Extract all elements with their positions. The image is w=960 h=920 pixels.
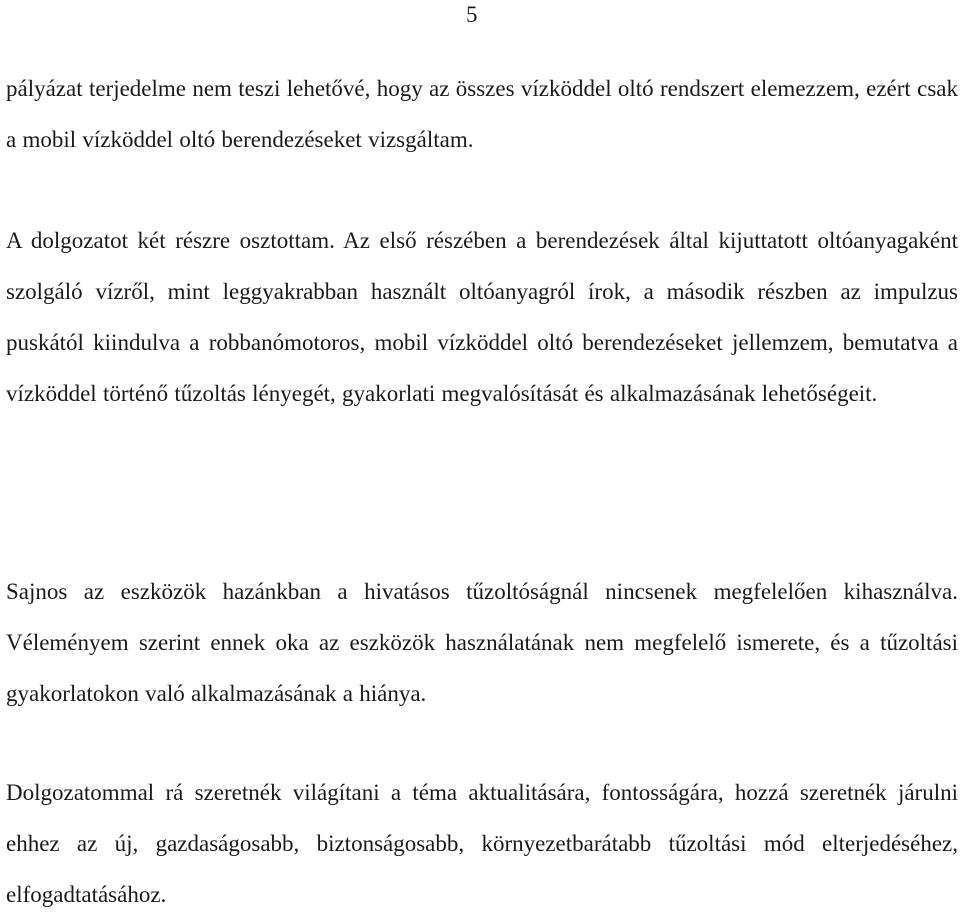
paragraph-structure: A dolgozatot két részre osztottam. Az első részében a berendezések által kijuttatott oltóanyagaként szolgáló vízről, mint leggyakrabban használt oltóanyagról írok, a második részben az impulzus puskától kiindulva a robbanómotoros, mobil vízköddel oltó berendezéseket jellemzem, bemutatva a vízköddel történő tűzoltás lényegét, gyakorlati megvalósítását és alkalmazásának lehetőségeit. [6, 228, 958, 406]
page-number: 5 [466, 2, 478, 27]
paragraph-problem: Sajnos az eszközök hazánkban a hivatásos tűzoltóságnál nincsenek megfelelően kihasználva. Véleményem szerint ennek oka az eszközök használatának nem megfelelő ismerete, és a tűzoltási gyakorlatokon való alkalmazásának a hiánya. [6, 579, 958, 706]
paragraph-scope: pályázat terjedelme nem teszi lehetővé, hogy az összes vízköddel oltó rendszert elemezzem, ezért csak a mobil vízköddel oltó berendezéseket vizsgáltam. [6, 76, 958, 152]
paragraph-goal: Dolgozatommal rá szeretnék világítani a téma aktualitására, fontosságára, hozzá szeretnék járulni ehhez az új, gazdaságosabb, biztonságosabb, környezetbarátabb tűzoltási mód elterjedéséhez, elfogadtatásához. [6, 780, 958, 907]
